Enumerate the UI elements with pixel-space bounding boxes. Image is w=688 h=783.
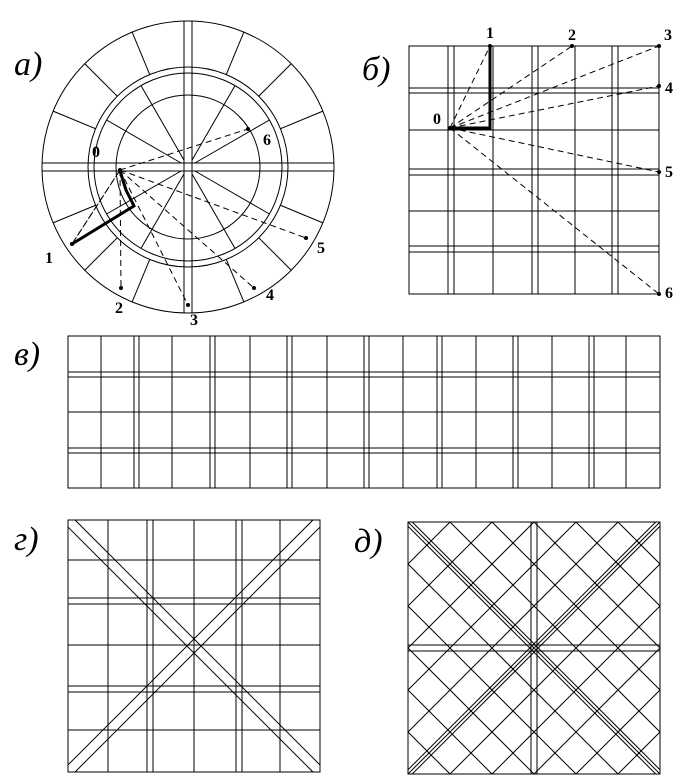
- dashed-ray-b-5: [450, 128, 659, 172]
- dashed-ray-a-2: [120, 170, 121, 288]
- grid-g-diagonal: [68, 520, 313, 765]
- panel-b-point-5: 5: [665, 164, 673, 181]
- panel-d-grid: [408, 522, 660, 774]
- radial-inner: [107, 171, 181, 214]
- dashed-ray-a-5: [120, 170, 306, 238]
- panel-label-d: д): [354, 523, 383, 560]
- panel-a-point-6: 6: [263, 132, 271, 149]
- radial-outer: [226, 32, 244, 74]
- radial-outer: [53, 205, 95, 223]
- radial-outer: [85, 64, 118, 97]
- panel-b-point-dot-3: [657, 44, 661, 48]
- radial-outer: [132, 259, 150, 301]
- panel-g-grid: [68, 520, 320, 772]
- radial-inner: [192, 174, 235, 248]
- panel-a-origin-dot: [118, 168, 122, 172]
- radial-inner: [195, 120, 269, 163]
- panel-b-origin-label: 0: [433, 111, 441, 128]
- dashed-ray-b-1: [450, 46, 490, 128]
- panel-a-point-dot-4: [252, 286, 256, 290]
- panel-a-point-3: 3: [190, 312, 198, 329]
- panel-v-rect-grid: [68, 336, 660, 488]
- panel-v-grid: [68, 336, 660, 488]
- panel-b-points: [448, 44, 661, 296]
- panel-b-point-dot-2: [570, 44, 574, 48]
- panel-a-origin-label: 0: [92, 144, 100, 161]
- panel-a-point-4: 4: [266, 287, 274, 304]
- panel-b-grid: [409, 46, 659, 294]
- panel-a-point-dot-3: [186, 303, 190, 307]
- radial-inner: [141, 86, 184, 160]
- panel-a-circular-layout: [42, 21, 334, 313]
- radial-inner: [195, 171, 269, 214]
- radial-inner: [107, 120, 181, 163]
- radial-outer: [280, 111, 322, 129]
- panel-a-point-2: 2: [115, 300, 123, 317]
- grid-g-diagonal: [75, 527, 320, 772]
- panel-b-point-dot-6: [657, 292, 661, 296]
- inner-circle: [116, 95, 260, 239]
- panel-b-point-3: 3: [664, 27, 672, 44]
- panel-b-point-1: 1: [486, 25, 494, 42]
- dashed-rays: [72, 129, 306, 305]
- panel-a-point-5: 5: [317, 240, 325, 257]
- grid-g-diagonal: [68, 527, 313, 772]
- dashed-ray-a-3: [120, 170, 188, 305]
- panel-d-diamond-grid: [408, 522, 660, 774]
- panel-b-point-dot-4: [657, 84, 661, 88]
- panel-b-point-dot-5: [657, 170, 661, 174]
- panel-a-points: [70, 127, 308, 307]
- radial-inner: [192, 86, 235, 160]
- panel-a-point-dot-6: [246, 127, 250, 131]
- panel-b-point-2: 2: [568, 27, 576, 44]
- radial-outer: [132, 32, 150, 74]
- panel-b-origin-dot: [448, 126, 452, 130]
- dashed-ray-b-4: [450, 86, 659, 128]
- panel-a-point-dot-2: [119, 286, 123, 290]
- radial-outer: [259, 64, 292, 97]
- grid-g-diagonal: [75, 520, 320, 765]
- dashed-ray-a-4: [120, 170, 254, 288]
- panel-label-b: б): [362, 51, 391, 88]
- panel-a-point-dot-1: [70, 242, 74, 246]
- radial-outer: [259, 238, 292, 271]
- panel-b-point-6: 6: [665, 285, 673, 302]
- panel-a-point-dot-5: [304, 236, 308, 240]
- panel-g-diagonal-grid: [68, 520, 320, 772]
- middle-circle-inner: [94, 73, 282, 261]
- radial-outer: [280, 205, 322, 223]
- panel-a-point-1: 1: [45, 250, 53, 267]
- panel-b-square-grid: [409, 46, 659, 294]
- panel-b-point-dot-1: [488, 44, 492, 48]
- panel-b-dashed-rays: [450, 46, 659, 294]
- panel-b-point-4: 4: [665, 80, 673, 97]
- radial-outer: [85, 238, 118, 271]
- panel-label-a: а): [14, 46, 43, 83]
- panel-b-frame: [409, 46, 659, 294]
- panel-label-v: в): [14, 336, 41, 373]
- middle-circle-outer: [88, 67, 288, 267]
- panel-label-g: г): [14, 521, 39, 558]
- radial-outer: [53, 111, 95, 129]
